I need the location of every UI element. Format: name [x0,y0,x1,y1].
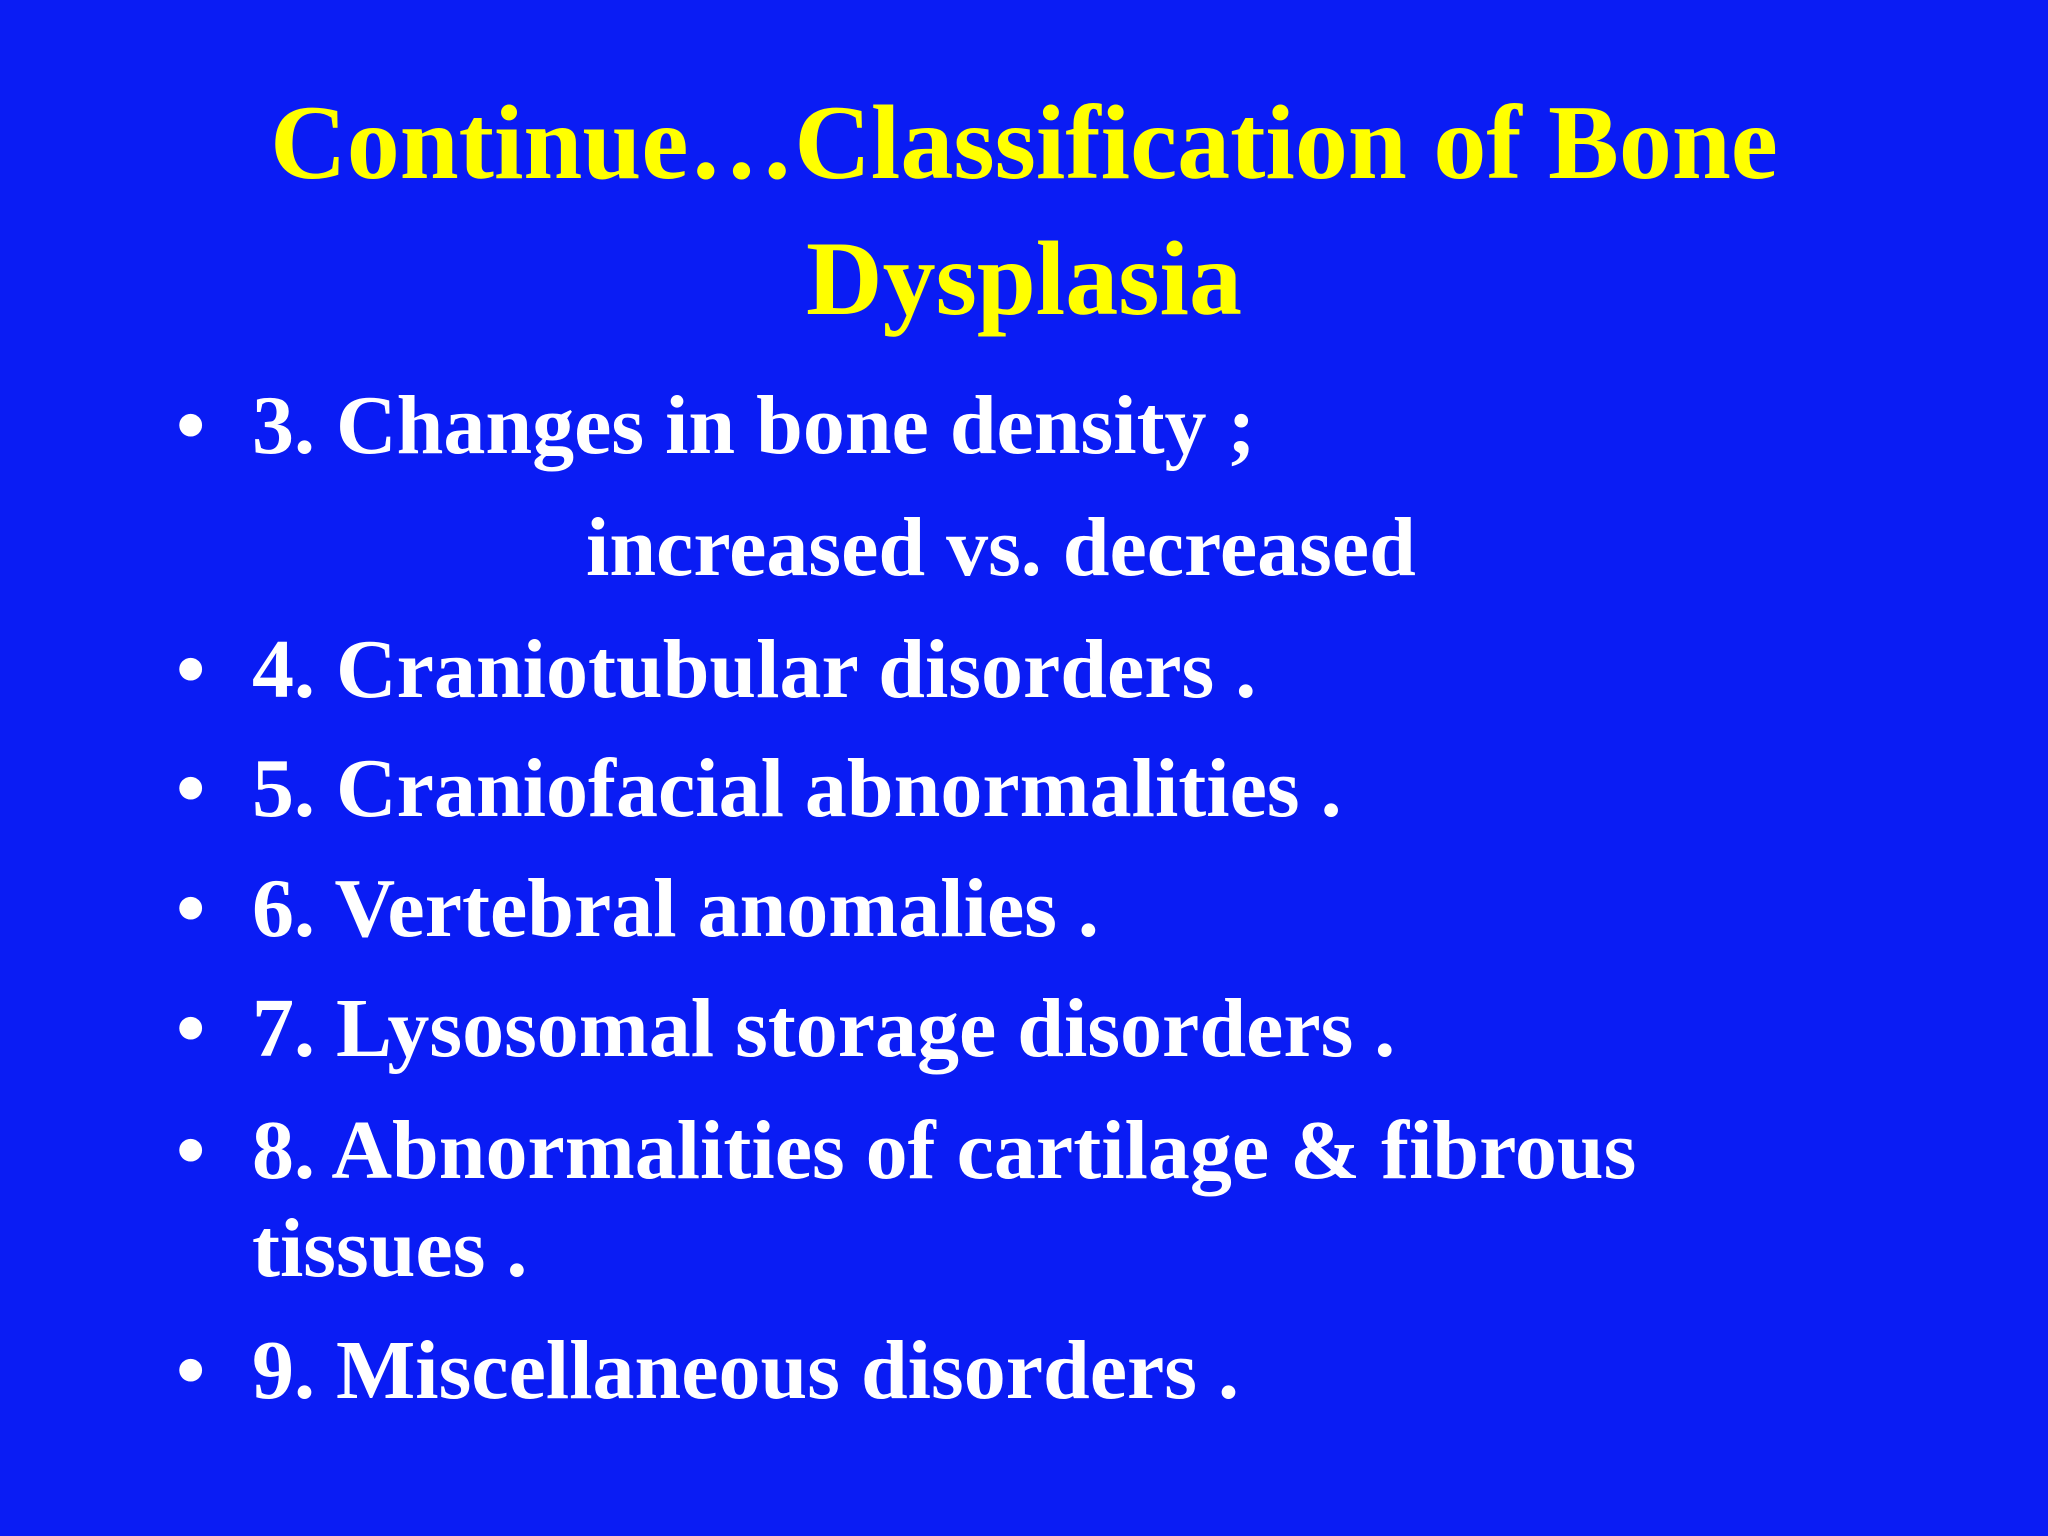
bullet-icon: • [176,1104,206,1197]
bullet-icon: • [176,1324,206,1417]
bullet-icon: • [176,623,206,716]
bullet-icon: • [176,862,206,955]
list-item-subtext: increased vs. decreased [586,501,1416,594]
list-item-text: 6. Vertebral anomalies . [252,862,1099,955]
bullet-icon: • [176,379,206,472]
bullet-icon: • [176,982,206,1075]
list-item-text: 8. Abnormalities of cartilage & fibrous [252,1104,1637,1197]
list-item-text: 5. Craniofacial abnormalities . [252,742,1342,835]
title-line-1: Continue…Classification of Bone [270,84,1778,201]
list-item-text: 7. Lysosomal storage disorders . [252,982,1396,1075]
list-item-text: 4. Craniotubular disorders . [252,623,1257,716]
bullet-icon: • [176,742,206,835]
list-item-text: 9. Miscellaneous disorders . [252,1324,1239,1417]
list-item-subtext: tissues . [252,1202,528,1295]
list-item-text: 3. Changes in bone density ; [252,379,1256,472]
title-line-2: Dysplasia [806,220,1242,337]
